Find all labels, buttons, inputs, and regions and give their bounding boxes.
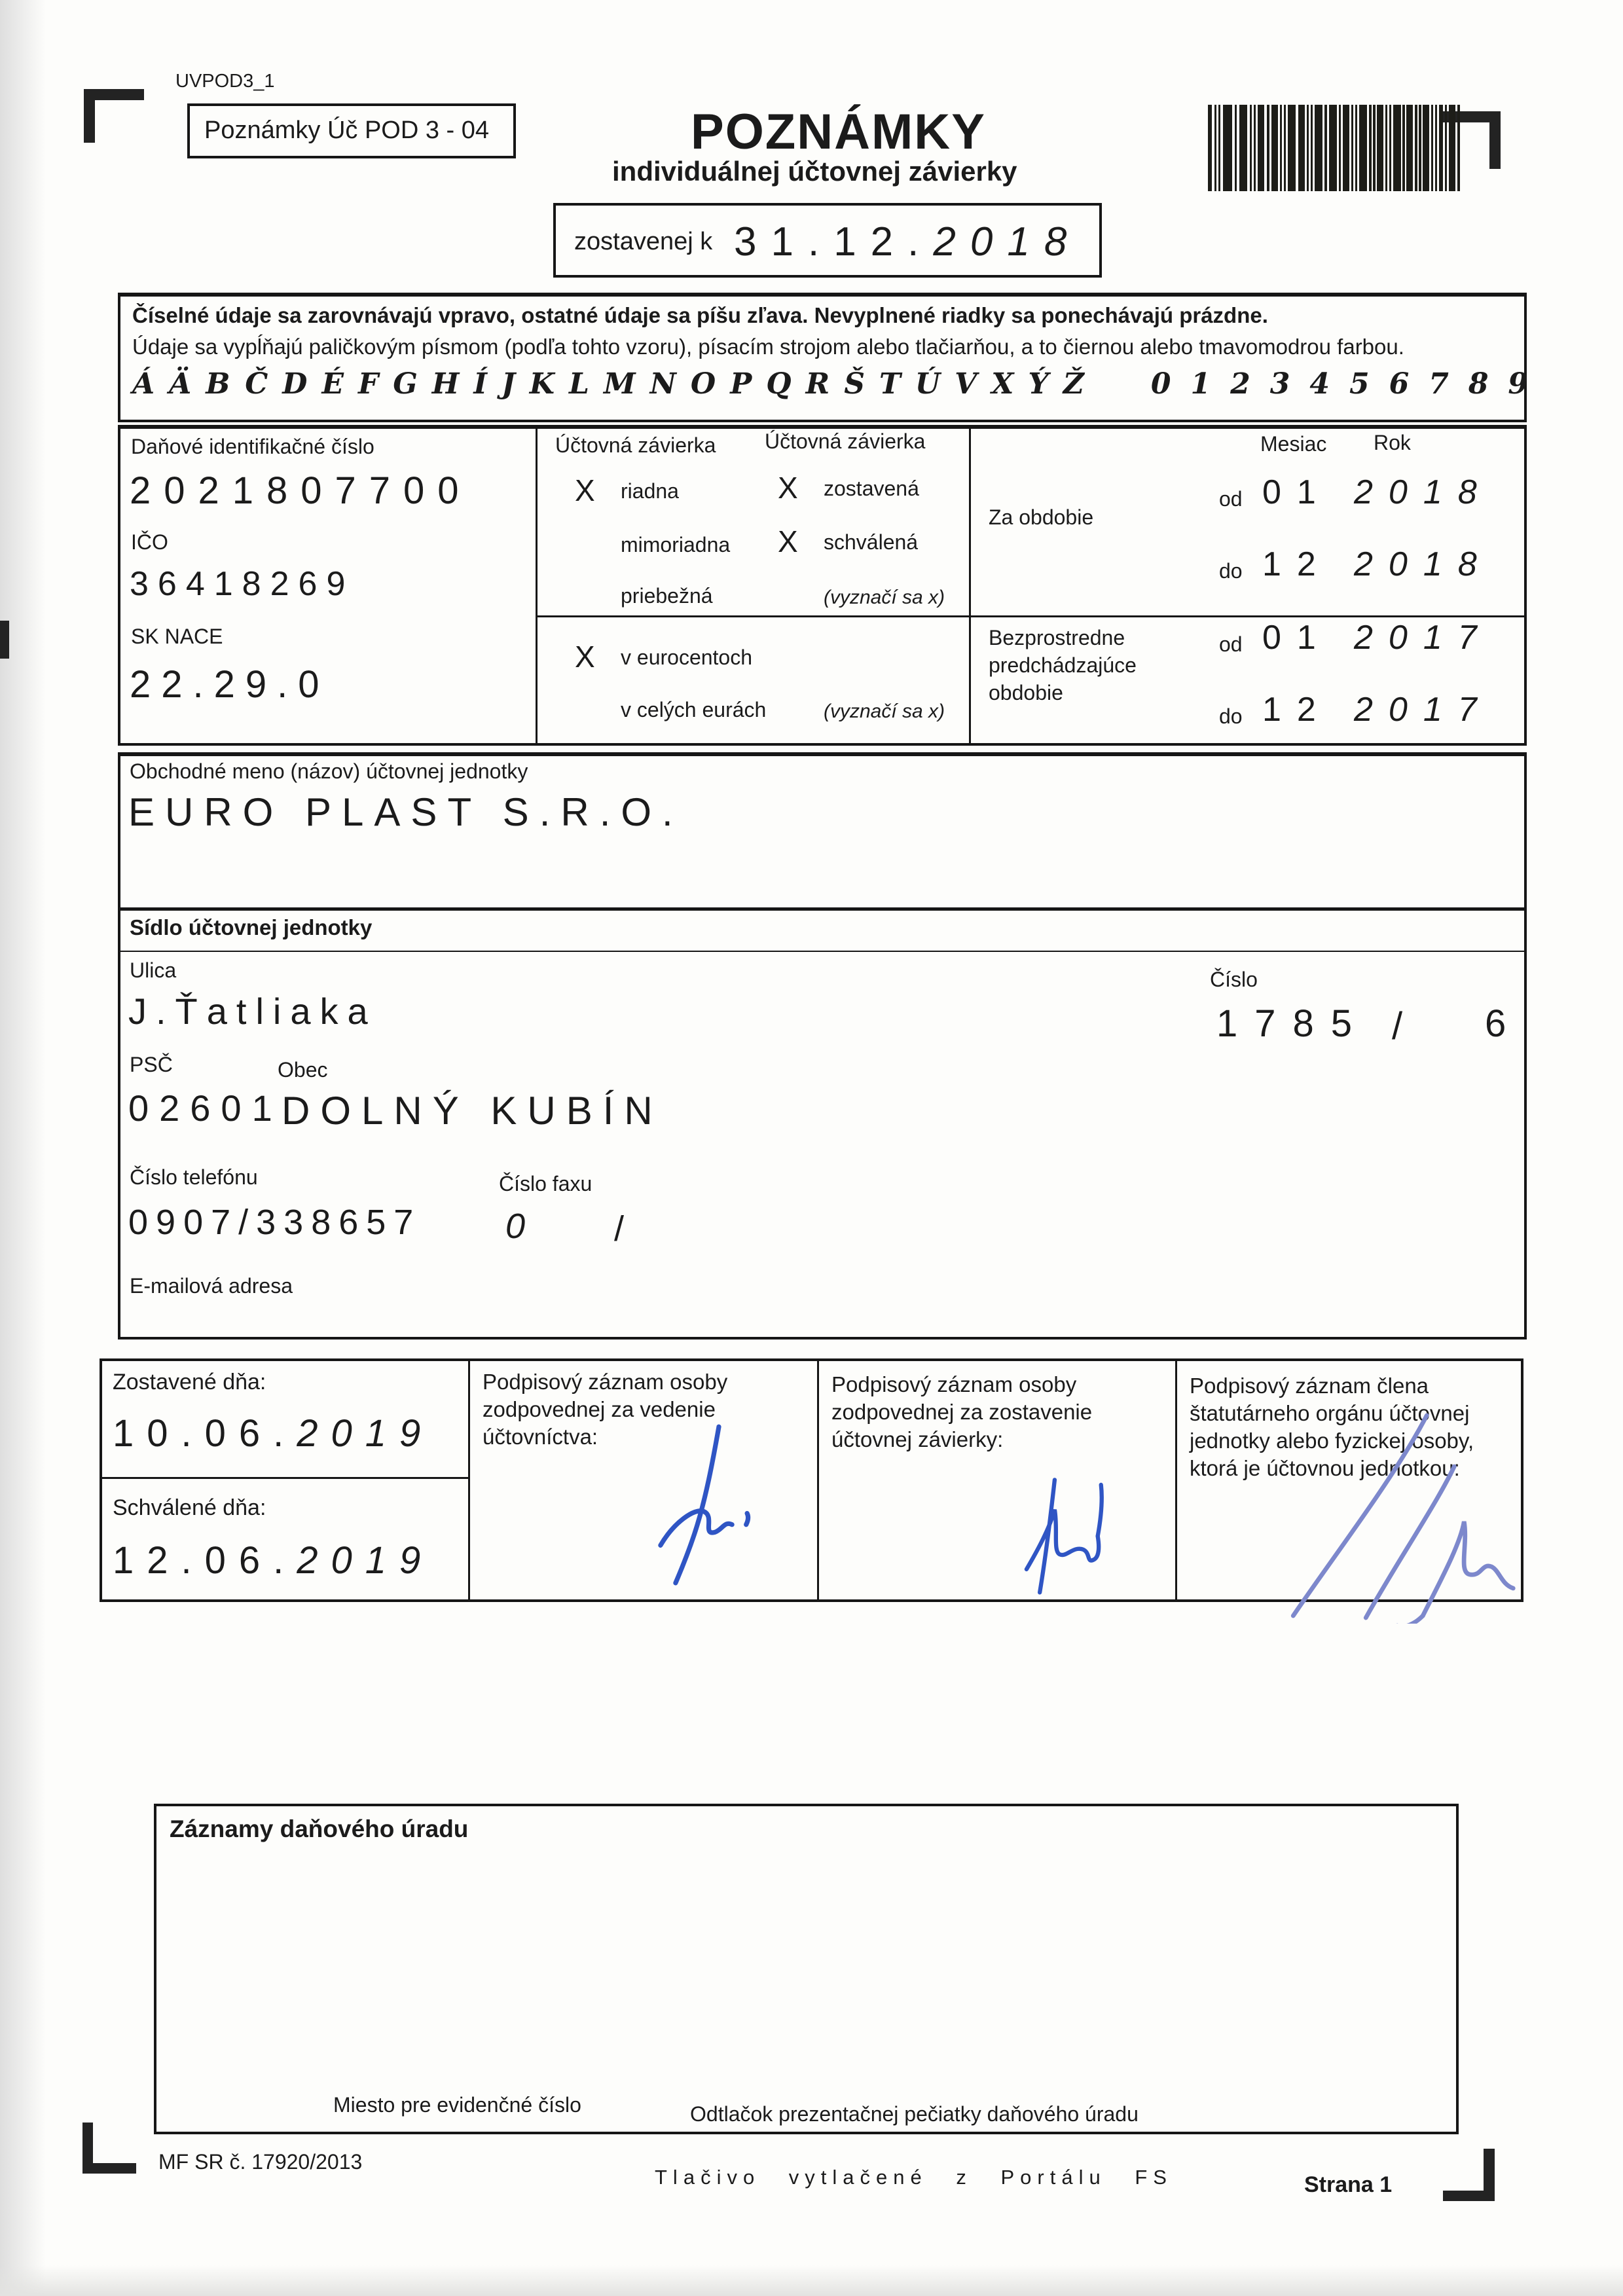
checkbox-eurocent: X — [575, 640, 595, 674]
doc-code: UVPOD3_1 — [175, 71, 275, 92]
closing-header-left: Účtovná závierka — [555, 433, 716, 457]
address-header: Sídlo účtovnej jednotky — [130, 915, 373, 939]
do-label-1: do — [1219, 559, 1243, 583]
month-header: Mesiac — [1260, 432, 1327, 456]
previous-to-month: 12 — [1262, 691, 1332, 729]
od-label-1: od — [1219, 487, 1243, 511]
approved-on-year: 2019 — [297, 1539, 434, 1582]
previous-from-year: 2017 — [1354, 619, 1493, 657]
closing-header-right: Účtovná závierka — [765, 429, 926, 453]
divider — [969, 428, 971, 743]
ico-value: 36418269 — [130, 565, 355, 603]
compiled-date-daymonth: 31.12. — [734, 219, 934, 264]
compiled-on-label: Zostavené dňa: — [113, 1370, 266, 1394]
divider — [120, 907, 1524, 911]
compiled-date-box — [553, 203, 1102, 278]
sample-digits: 0123456789 — [1150, 367, 1548, 401]
current-period-label: Za obdobie — [989, 505, 1094, 529]
approved-on-label: Schválené dňa: — [113, 1495, 266, 1520]
scan-artifact — [0, 621, 9, 659]
eur-label: v celých eurách — [621, 698, 767, 721]
previous-period-label-1: Bezprostredne — [989, 626, 1125, 649]
scan-edge-shadow-left — [0, 0, 46, 2296]
previous-period-label-2: predchádzajúce — [989, 653, 1137, 677]
fax-value: 0 — [505, 1207, 538, 1246]
divider — [536, 428, 538, 743]
phone-label: Číslo telefónu — [130, 1165, 258, 1189]
approved-on-date — [113, 1539, 433, 1582]
divider — [468, 1361, 470, 1599]
sample-characters — [132, 367, 1548, 401]
evidence-number-label: Miesto pre evidenčné číslo — [333, 2093, 581, 2117]
signature3-label: Podpisový záznam člena štatutárneho orgánu účtovnej jednotky alebo fyzickej osoby, ktorá je účtovnou jednotkou: — [1190, 1374, 1474, 1480]
compiled-date-year: 2018 — [933, 219, 1082, 264]
number-value: 1785 — [1216, 1002, 1370, 1045]
street-value: J.Ťatliaka — [128, 991, 377, 1032]
year-header: Rok — [1374, 431, 1411, 454]
mimoriadna-label: mimoriadna — [621, 533, 731, 556]
email-label: E-mailová adresa — [130, 1274, 293, 1298]
footer-page-number: Strana 1 — [1304, 2172, 1393, 2197]
signature1-label: Podpisový záznam osoby zodpovednej za vedenie účtovníctva: — [483, 1370, 728, 1449]
stamp-label: Odtlačok prezentačnej pečiatky daňového úradu — [690, 2102, 1139, 2126]
divider — [817, 1361, 819, 1599]
form-code: Poznámky Úč POD 3 - 04 — [204, 117, 490, 144]
compiled-on-year: 2019 — [297, 1412, 434, 1455]
sample-letters: ÁÄBČDÉFGHÍJKLMNOPQRŠTÚVXÝŽ — [132, 367, 1099, 401]
number2-value: 6 — [1485, 1002, 1518, 1045]
current-from-year: 2018 — [1354, 473, 1493, 511]
sknace-label: SK NACE — [131, 625, 223, 648]
eurocent-label: v eurocentoch — [621, 646, 753, 669]
checkbox-riadna: X — [575, 473, 595, 507]
priebezna-label: priebežná — [621, 584, 713, 608]
od-label-2: od — [1219, 632, 1243, 656]
current-to-month: 12 — [1262, 545, 1332, 583]
zip-value: 02601 — [128, 1087, 283, 1129]
mark-note-2: (vyznačí sa x) — [824, 701, 945, 722]
sknace-value: 22.29.0 — [130, 663, 330, 706]
mark-note: (vyznačí sa x) — [824, 587, 945, 608]
barcode — [1208, 105, 1463, 191]
scan-edge-shadow-bottom — [0, 2265, 1623, 2296]
compiled-on-daymonth: 10.06. — [113, 1412, 297, 1455]
compiled-on-date — [113, 1412, 433, 1455]
street-label: Ulica — [130, 958, 177, 982]
phone-value: 0907/338657 — [128, 1203, 422, 1242]
dic-value: 2021807700 — [130, 469, 472, 512]
do-label-2: do — [1219, 704, 1243, 728]
instructions-box — [118, 293, 1548, 422]
schvalena-label: schválená — [824, 530, 919, 554]
company-name-value: EURO PLAST S.R.O. — [128, 790, 684, 834]
instruction-line-1: Číselné údaje sa zarovnávajú vpravo, ostatné údaje sa píšu zľava. Nevyplnené riadky sa ponechávajú prázdne. — [132, 303, 1268, 327]
fax-separator: / — [614, 1209, 636, 1248]
tax-office-header: Záznamy daňového úradu — [170, 1815, 469, 1842]
riadna-label: riadna — [621, 479, 679, 503]
divider — [120, 951, 1524, 952]
footer-form-number: MF SR č. 17920/2013 — [158, 2150, 363, 2174]
current-from-month: 01 — [1262, 473, 1332, 511]
compiled-date-label: zostavenej k — [574, 228, 713, 255]
previous-from-month: 01 — [1262, 619, 1332, 657]
signature3-handwriting — [1277, 1408, 1519, 1624]
divider — [102, 1477, 468, 1479]
dic-label: Daňové identifikačné číslo — [131, 435, 374, 458]
page-subtitle: individuálnej účtovnej závierky — [612, 156, 1017, 187]
previous-period-label-3: obdobie — [989, 681, 1063, 704]
checkbox-schvalena: X — [778, 524, 798, 558]
tax-office-box — [154, 1804, 1459, 2134]
checkbox-zostavena: X — [778, 471, 798, 505]
number-separator: / — [1392, 1005, 1415, 1048]
city-label: Obec — [278, 1058, 328, 1082]
signature2-handwriting — [995, 1460, 1152, 1601]
signature2-label: Podpisový záznam osoby zodpovednej za zostavenie účtovnej závierky: — [831, 1372, 1093, 1451]
company-box — [118, 752, 1527, 1339]
company-name-label: Obchodné meno (názov) účtovnej jednotky — [130, 759, 528, 783]
fax-label: Číslo faxu — [499, 1172, 593, 1195]
number-label: Číslo — [1210, 968, 1258, 991]
divider — [538, 615, 1525, 617]
current-to-year: 2018 — [1354, 545, 1493, 583]
footer-printed-note: Tlačivo vytlačené z Portálu FS — [655, 2166, 1173, 2189]
ico-label: IČO — [131, 530, 168, 554]
signature1-handwriting — [629, 1414, 779, 1597]
form-code-box — [187, 103, 516, 158]
city-value: DOLNÝ KUBÍN — [282, 1089, 663, 1133]
divider — [1175, 1361, 1177, 1599]
zip-label: PSČ — [130, 1053, 173, 1076]
page-title: POZNÁMKY — [691, 104, 986, 160]
zostavena-label: zostavená — [824, 477, 919, 500]
previous-to-year: 2017 — [1354, 691, 1493, 729]
instruction-line-2: Údaje sa vypĺňajú paličkovým písmom (podľa tohto vzoru), písacím strojom alebo tlačiarňou, a to čiernou alebo tmavomodrou farbou. — [132, 335, 1404, 359]
approved-on-daymonth: 12.06. — [113, 1539, 297, 1582]
compiled-date-value — [734, 219, 1081, 265]
